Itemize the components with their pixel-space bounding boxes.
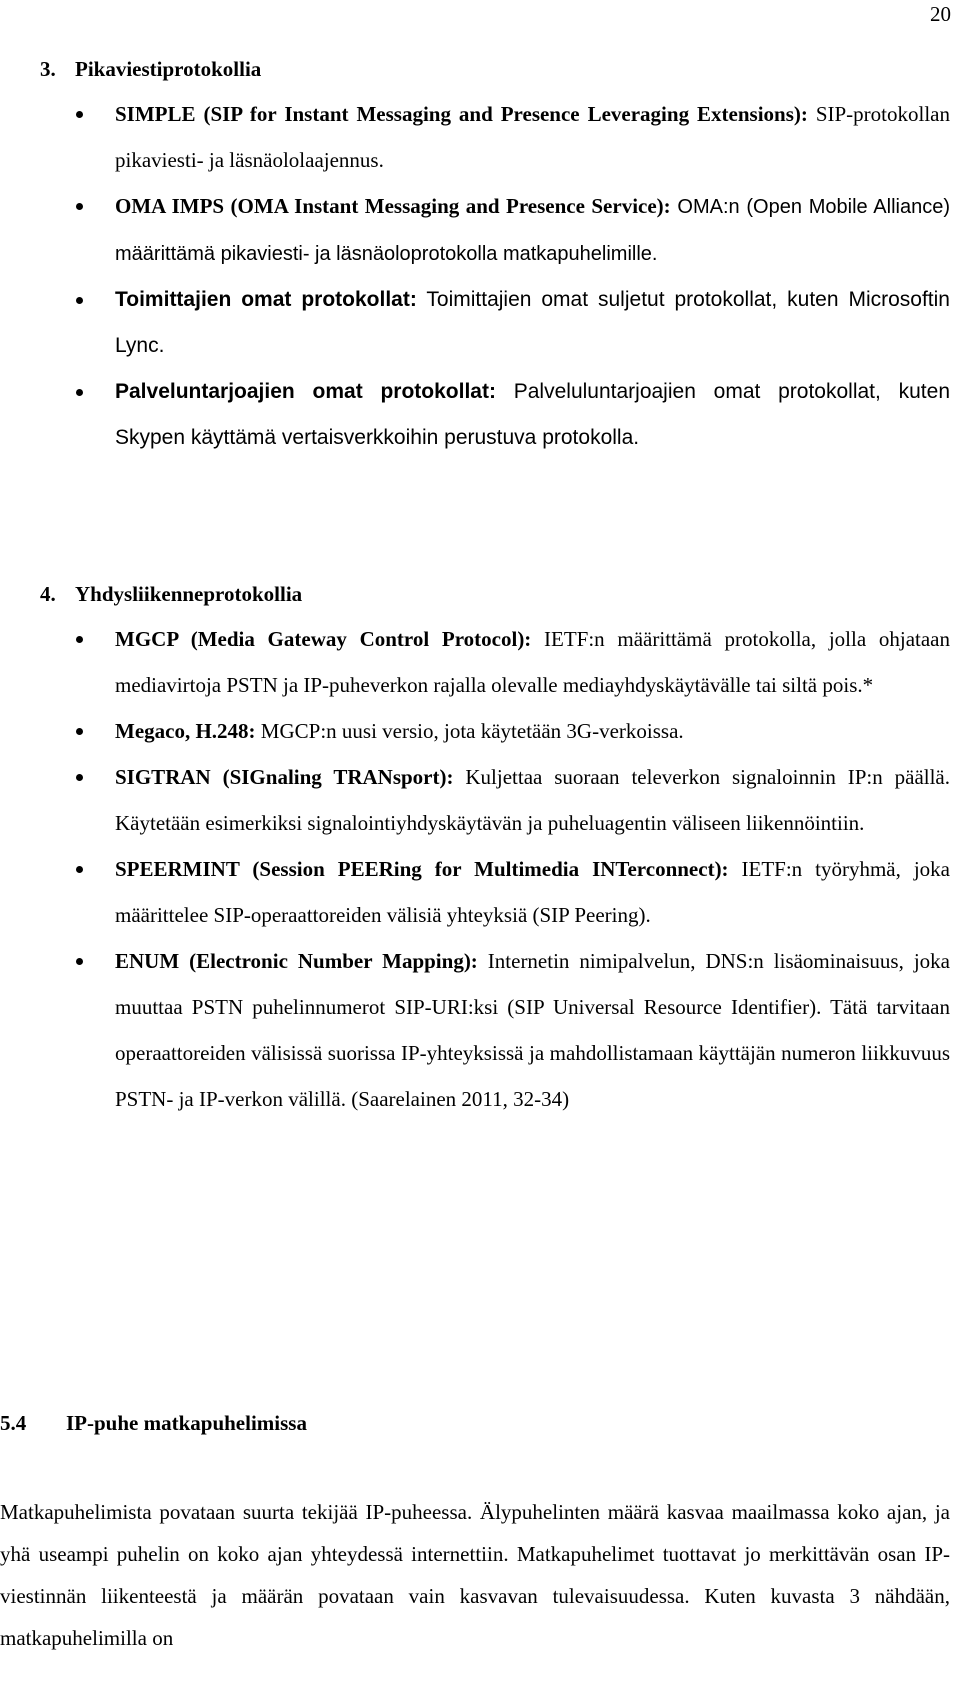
section-3-number: 3. bbox=[40, 57, 56, 81]
section-3 bbox=[40, 57, 950, 461]
section-4 bbox=[40, 582, 950, 1122]
page-number: 20 bbox=[930, 2, 951, 26]
section-3-heading bbox=[40, 57, 950, 81]
list-item-term: OMA IMPS (OMA Instant Messaging and Presence Service): bbox=[115, 194, 671, 218]
list-item-text: IETF:n määrittämä protokolla, jolla ohjataan mediavirtoja PSTN ja IP-puheverkon rajalla olevalle mediayhdyskäytävälle tai siltä pois.* bbox=[115, 627, 950, 697]
list-item-enum bbox=[40, 938, 950, 1122]
section-4-number: 4. bbox=[40, 582, 56, 606]
list-item-text: IETF:n työryhmä, joka määrittelee SIP-operaattoreiden välisiä yhteyksiä (SIP Peering). bbox=[115, 857, 950, 927]
bullet-icon bbox=[76, 636, 83, 643]
section-4-title: Yhdysliikenneprotokollia bbox=[75, 582, 303, 606]
bullet-icon bbox=[76, 728, 83, 735]
list-item-simple bbox=[40, 91, 950, 183]
list-item-term: Megaco, H.248: bbox=[115, 719, 256, 743]
list-item-sigtran bbox=[40, 754, 950, 846]
list-item-term: SPEERMINT (Session PEERing for Multimedia INTerconnect): bbox=[115, 857, 729, 881]
list-item-term: Toimittajien omat protokollat: bbox=[115, 288, 417, 311]
list-item-text: MGCP:n uusi versio, jota käytetään 3G-verkoissa. bbox=[255, 719, 684, 743]
bullet-icon bbox=[76, 389, 83, 396]
subsection-number: 5.4 bbox=[0, 1411, 27, 1435]
bullet-icon bbox=[76, 774, 83, 781]
list-item-term: ENUM (Electronic Number Mapping): bbox=[115, 949, 478, 973]
list-item-text: Toimittajien omat suljetut protokollat, kuten Microsoftin Lync. bbox=[115, 288, 950, 357]
list-item-term: MGCP (Media Gateway Control Protocol): bbox=[115, 627, 532, 651]
list-item-mgcp bbox=[40, 616, 950, 708]
bullet-icon bbox=[76, 958, 83, 965]
section-3-title: Pikaviestiprotokollia bbox=[75, 57, 262, 81]
list-item-term: Palveluntarjoajien omat protokollat: bbox=[115, 380, 496, 403]
list-item-text: Kuljettaa suoraan televerkon signaloinnin IP:n päällä. Käytetään esimerkiksi signalointiyhdyskäytävän ja puheluagentin väliseen liikennöintiin. bbox=[115, 765, 951, 835]
list-item-provider-protocols bbox=[40, 369, 950, 461]
bullet-icon bbox=[76, 203, 83, 210]
list-item-oma-imps bbox=[40, 183, 950, 277]
bullet-icon bbox=[76, 297, 83, 304]
subsection-heading bbox=[0, 1411, 307, 1436]
list-item-vendor-protocols bbox=[40, 277, 950, 369]
list-item-text: OMA:n (Open Mobile Alliance) määrittämä pikaviesti- ja läsnäoloprotokolla matkapuhelimille. bbox=[115, 196, 950, 265]
list-item-text: SIP-protokollan pikaviesti- ja läsnäololaajennus. bbox=[115, 102, 950, 172]
list-item-term: SIGTRAN (SIGnaling TRANsport): bbox=[115, 765, 454, 789]
section-4-heading bbox=[40, 582, 950, 606]
subsection-title: IP-puhe matkapuhelimissa bbox=[66, 1411, 307, 1435]
body-paragraph: Matkapuhelimista povataan suurta tekijää IP-puheessa. Älypuhelinten määrä kasvaa maailmassa koko ajan, ja yhä useampi puhelin on koko ajan yhteydessä internettiin. Matkapuhelimet tuottavat jo merkittävän osan IP-viestinnän liikenteestä ja määrän povataan vain kasvavan tulevaisuudessa. Kuten kuvasta 3 nähdään, matkapuhelimilla on bbox=[0, 1500, 950, 1650]
list-item-megaco bbox=[40, 708, 950, 754]
list-item-text: Internetin nimipalvelun, DNS:n lisäominaisuus, joka muuttaa PSTN puhelinnumerot SIP-URI:ksi (SIP Universal Resource Identifier). Tätä tarvitaan operaattoreiden välisissä suorissa IP-yhteyksissä ja mahdollistamaan käyttäjän numeron liikkuvuus PSTN- ja IP-verkon välillä. (Saarelainen 2011, 32-34) bbox=[115, 949, 950, 1111]
list-item-term: SIMPLE (SIP for Instant Messaging and Presence Leveraging Extensions): bbox=[115, 102, 808, 126]
section-3-list bbox=[40, 91, 950, 461]
bullet-icon bbox=[76, 111, 83, 118]
bullet-icon bbox=[76, 866, 83, 873]
list-item-speermint bbox=[40, 846, 950, 938]
list-item-text: Palveluluntarjoajien omat protokollat, kuten Skypen käyttämä vertaisverkkoihin perustuva protokolla. bbox=[115, 380, 950, 449]
section-4-list bbox=[40, 616, 950, 1122]
